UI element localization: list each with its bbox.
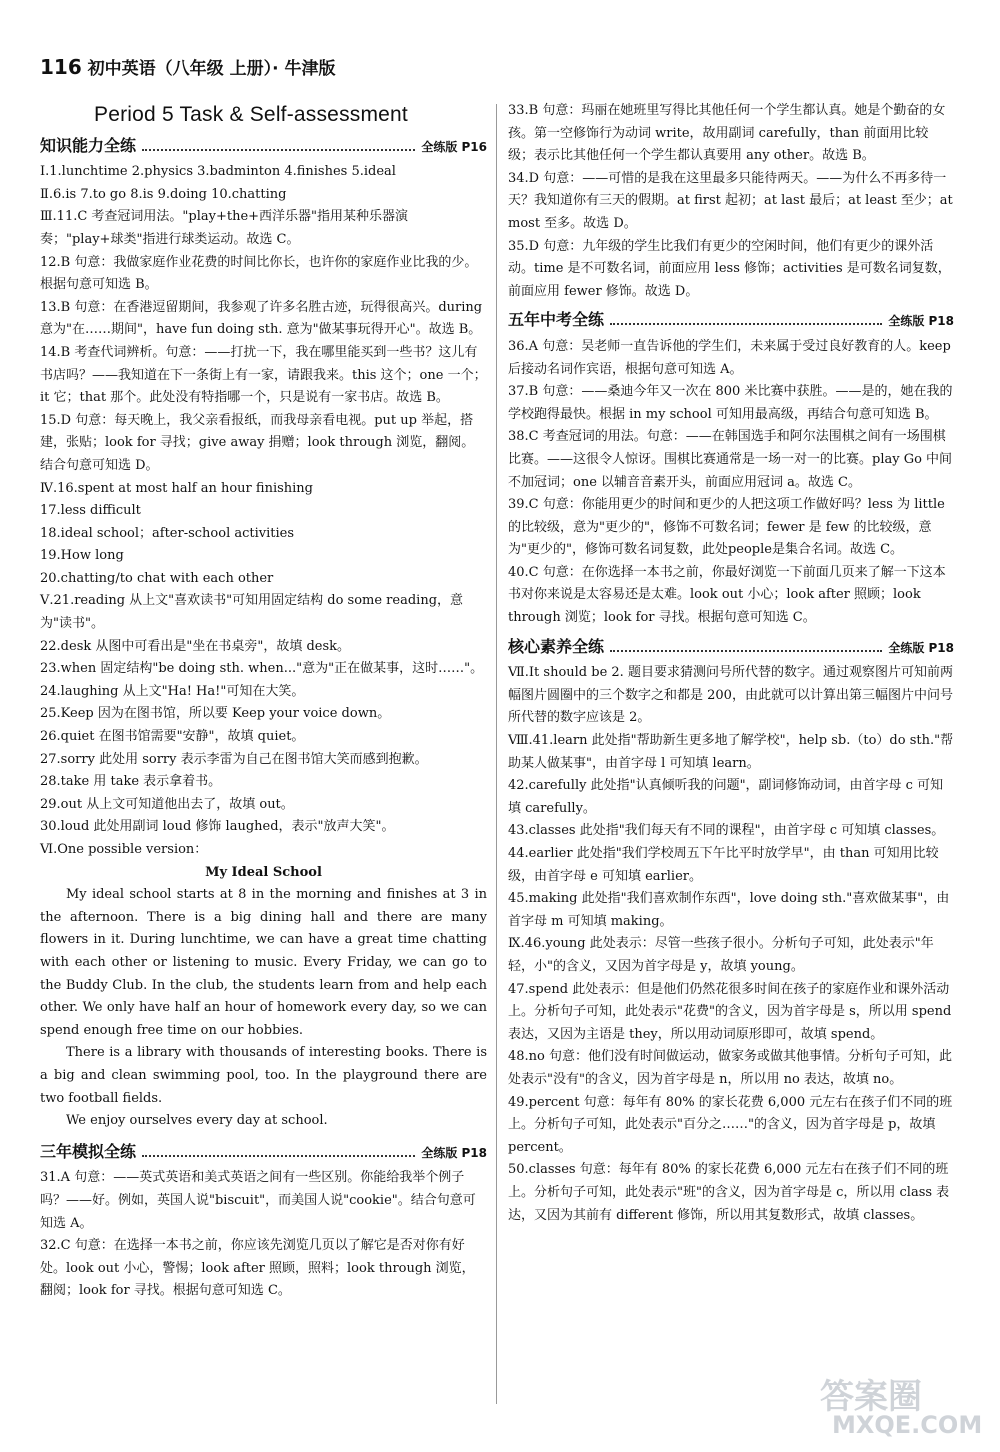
left-column — [40, 100, 487, 1303]
essay-title: My Ideal School — [205, 864, 322, 880]
section-ref: 全练版 P18 — [888, 314, 954, 329]
dotted-leader — [142, 149, 415, 151]
answer-item: 23.when 固定结构"be doing sth. when..."意为"正在做某事，这时……"。 — [40, 661, 484, 677]
essay-paragraph: There is a library with thousands of interesting books. There is a big and clean swimming pool, too. In the playground there are two football fields. — [40, 1045, 487, 1106]
answer-item: 20.chatting/to chat with each other — [40, 570, 274, 586]
answer-item: Ⅷ.41.learn 此处指"帮助新生更多地了解学校"，help sb.（to）do sth."帮助某人做某事"，由首字母 l 可知填 learn。 — [508, 733, 954, 771]
answer-item: 14.B 考查代词辨析。句意：——打扰一下，我在哪里能买到一些书？这儿有书店吗？——我知道在下一条街上有一家，请跟我来。this 这个；one 一个；it 它；that 那个。此处没有特指哪一个，只是说有一家书店。故选 B。 — [40, 344, 487, 406]
answer-item: 32.C 句意：在选择一本书之前，你应该先浏览几页以了解它是否对你有好处。look out 小心，警惕；look after 照顾，照料；look through 浏览，翻阅；look for 寻找。根据句意可知选 C。 — [40, 1238, 475, 1299]
answer-list — [40, 161, 487, 861]
answer-item: 13.B 句意：在香港逗留期间，我参观了许多名胜古迹，玩得很高兴。during 意为"在……期间"，have fun doing sth. 意为"做某事玩得开心"。故选 B。 — [40, 299, 483, 338]
answer-list — [508, 662, 954, 1227]
answer-list — [508, 336, 954, 630]
dotted-leader — [142, 1155, 415, 1157]
answer-item: Ⅰ.1.lunchtime 2.physics 3.badminton 4.finishes 5.ideal — [40, 164, 396, 180]
dotted-leader — [610, 650, 882, 652]
section-ref: 全练版 P16 — [421, 139, 487, 154]
answer-item: 39.C 句意：你能用更少的时间和更少的人把这项工作做好吗？less 为 little 的比较级，意为"更少的"，修饰不可数名词；fewer 是 few 的比较级，意为"更少的"，修饰可数名词复数，此处people是集合名词。故选 C。 — [508, 497, 945, 558]
answer-item: 26.quiet 在图书馆需要"安静"，故填 quiet。 — [40, 729, 305, 745]
section-header — [40, 135, 487, 159]
answer-item: 47.spend 此处表示：但是他们仍然花很多时间在孩子的家庭作业和课外活动上。分析句子可知，此处表示"花费"的含义，因为首字母是 s，所以用 spend 表达，又因为主语是 they，所以用动词原形即可，故填 spend。 — [508, 981, 952, 1042]
section-header — [508, 309, 954, 333]
dotted-leader — [610, 323, 882, 325]
answer-item: 27.sorry 此处用 sorry 表示李雷为自己在图书馆大笑而感到抱歉。 — [40, 751, 428, 767]
answer-item: 44.earlier 此处指"我们学校周五下午比平时放学早"，由 than 可知用比较级，由首字母 e 可知填 earlier。 — [508, 846, 939, 884]
answer-list — [508, 100, 954, 303]
answer-item: 38.C 考查冠词的用法。句意：——在韩国选手和阿尔法围棋之间有一场围棋比赛。——这很令人惊讶。围棋比赛通常是一场一对一的比赛。play Go 中间不加冠词；one 以辅音音素开头，前面应用冠词 a。故选 C。 — [508, 429, 953, 490]
answer-item: Ⅲ.11.C 考查冠词用法。"play+the+西洋乐器"指用某种乐器演奏；"play+球类"指进行球类运动。故选 C。 — [40, 209, 409, 247]
section-title: 三年模拟全练 — [40, 1141, 137, 1161]
page-number: 116 — [40, 55, 82, 79]
answer-item: 50.classes 句意：每年有 80% 的家长花费 6,000 元左右在孩子们不同的班上。分析句子可知，此处表示"班"的含义，因为首字母是 c，所以用 class 表达，又因为其前有 different 修饰，所以用其复数形式，故填 classes。 — [508, 1162, 950, 1223]
answer-item: 12.B 句意：我做家庭作业花费的时间比你长，也许你的家庭作业比我的少。根据句意可知选 B。 — [40, 254, 478, 293]
answer-item: 25.Keep 因为在图书馆，所以要 Keep your voice down。 — [40, 706, 391, 722]
answer-item: 36.A 句意：吴老师一直告诉他的学生们，未来属于受过良好教育的人。keep 后接动名词作宾语，根据句意可知选 A。 — [508, 338, 951, 377]
essay-body — [40, 884, 487, 1133]
answer-item: 31.A 句意：——英式英语和美式英语之间有一些区别。你能给我举个例子吗？——好。例如，英国人说"biscuit"，而美国人说"cookie"。结合句意可知选 A。 — [40, 1170, 476, 1231]
essay-paragraph: My ideal school starts at 8 in the morning and finishes at 3 in the afternoon. There is a big dining hall and there are many flowers in it. During lunchtime, we can have a great time chatting with each other or listening to music. Every Friday, we can go to the Buddy Club. In the club, the students learn from and help each other. We only have half an hour of homework every day, so we can spend enough free time on our hobbies. — [40, 887, 487, 1038]
answer-item: 49.percent 句意：每年有 80% 的家长花费 6,000 元左右在孩子们不同的班上。分析句子可知，此处表示"百分之……"的含义，因为首字母是 p，故填 percent。 — [508, 1094, 953, 1155]
answer-item: 43.classes 此处指"我们每天有不同的课程"，由首字母 c 可知填 classes。 — [508, 823, 945, 839]
answer-item: 34.D 句意：——可惜的是我在这里最多只能待两天。——为什么不再多待一天？我知道你有三天的假期。at first 起初；at last 最后；at least 至少；at most 至多。故选 D。 — [508, 170, 953, 231]
answer-item: Ⅸ.46.young 此处表示：尽管一些孩子很小。分析句子可知，此处表示"年轻，小"的含义，又因为首字母是 y，故填 young。 — [508, 936, 934, 974]
answer-item: 42.carefully 此处指"认真倾听我的问题"，副词修饰动词，由首字母 c 可知填 carefully。 — [508, 778, 944, 816]
watermark-url: MXQE.COM — [832, 1411, 983, 1439]
page-header — [40, 56, 335, 81]
answer-item: Ⅵ.One possible version： — [40, 842, 208, 857]
essay-paragraph: We enjoy ourselves every day at school. — [66, 1113, 328, 1129]
answer-item: Ⅱ.6.is 7.to go 8.is 9.doing 10.chatting — [40, 186, 287, 202]
answer-item: 17.less difficult — [40, 503, 141, 519]
answer-item: Ⅳ.16.spent at most half an hour finishing — [40, 480, 313, 496]
answer-item: 29.out 从上文可知道他出去了，故填 out。 — [40, 796, 294, 812]
answer-item: 24.laughing 从上文"Ha! Ha!"可知在大笑。 — [40, 683, 305, 699]
section-ref: 全练版 P18 — [888, 640, 954, 655]
answer-item: 18.ideal school；after-school activities — [40, 525, 295, 541]
answer-item: 22.desk 从图中可看出是"坐在书桌旁"，故填 desk。 — [40, 638, 351, 654]
section-header — [508, 636, 954, 660]
book-title: 初中英语（八年级 上册）· 牛津版 — [87, 59, 336, 79]
answer-item: 33.B 句意：玛丽在她班里写得比其他任何一个学生都认真。她是个勤奋的女孩。第一空修饰行为动词 write，故用副词 carefully，than 前面用比较级；表示比其他任何一个学生都认真要用 any other。故选 B。 — [508, 103, 946, 164]
right-column — [508, 100, 954, 1227]
section-header — [40, 1141, 487, 1165]
answer-item: 15.D 句意：每天晚上，我父亲看报纸，而我母亲看电视。put up 举起，搭建，张贴；look for 寻找；give away 捐赠；look through 浏览，翻阅。结合句意可知选 D。 — [40, 412, 475, 473]
section-ref: 全练版 P18 — [421, 1145, 487, 1160]
column-divider — [496, 104, 497, 1404]
answer-item: 37.B 句意：——桑迪今年又一次在 800 米比赛中获胜。——是的，她在我的学校跑得最快。根据 in my school 可知用最高级，再结合句意可知选 B。 — [508, 384, 953, 422]
answer-item: 28.take 用 take 表示拿着书。 — [40, 774, 222, 790]
answer-item: 48.no 句意：他们没有时间做运动，做家务或做其他事情。分析句子可知，此处表示"没有"的含义，因为首字母是 n，所以用 no 表达，故填 no。 — [508, 1049, 953, 1087]
section-title: 五年中考全练 — [508, 310, 605, 330]
answer-item: 19.How long — [40, 548, 124, 564]
answer-item: Ⅴ.21.reading 从上文"喜欢读书"可知用固定结构 do some reading，意为"读书"。 — [40, 593, 464, 632]
watermark-logo: 答案圈 — [820, 1377, 922, 1417]
answer-item: 35.D 句意：九年级的学生比我们有更少的空闲时间，他们有更少的课外活动。time 是不可数名词，前面应用 less 修饰；activities 是可数名词复数，前面应用 fewer 修饰。故选 D。 — [508, 238, 951, 299]
section-title: 知识能力全练 — [40, 135, 137, 155]
answer-list — [40, 1167, 487, 1303]
section-title: 核心素养全练 — [508, 636, 605, 656]
period-title: Period 5 Task & Self-assessment — [94, 103, 408, 126]
answer-item: 45.making 此处指"我们喜欢制作东西"，love doing sth."喜欢做某事"，由首字母 m 可知填 making。 — [508, 891, 950, 929]
answer-item: 40.C 句意：在你选择一本书之前，你最好浏览一下前面几页来了解一下这本书对你来说是太容易还是太难。look out 小心；look after 照顾；look through 浏览；look for 寻找。根据句意可知选 C。 — [508, 564, 946, 626]
answer-item: 30.loud 此处用副词 loud 修饰 laughed，表示"放声大笑"。 — [40, 819, 395, 835]
answer-item: Ⅶ.It should be 2. 题目要求猜测问号所代替的数字。通过观察图片可知前两幅图片圆圈中的三个数字之和都是 200，由此就可以计算出第三幅图片中问号所代替的数字应该是 2。 — [508, 665, 953, 726]
